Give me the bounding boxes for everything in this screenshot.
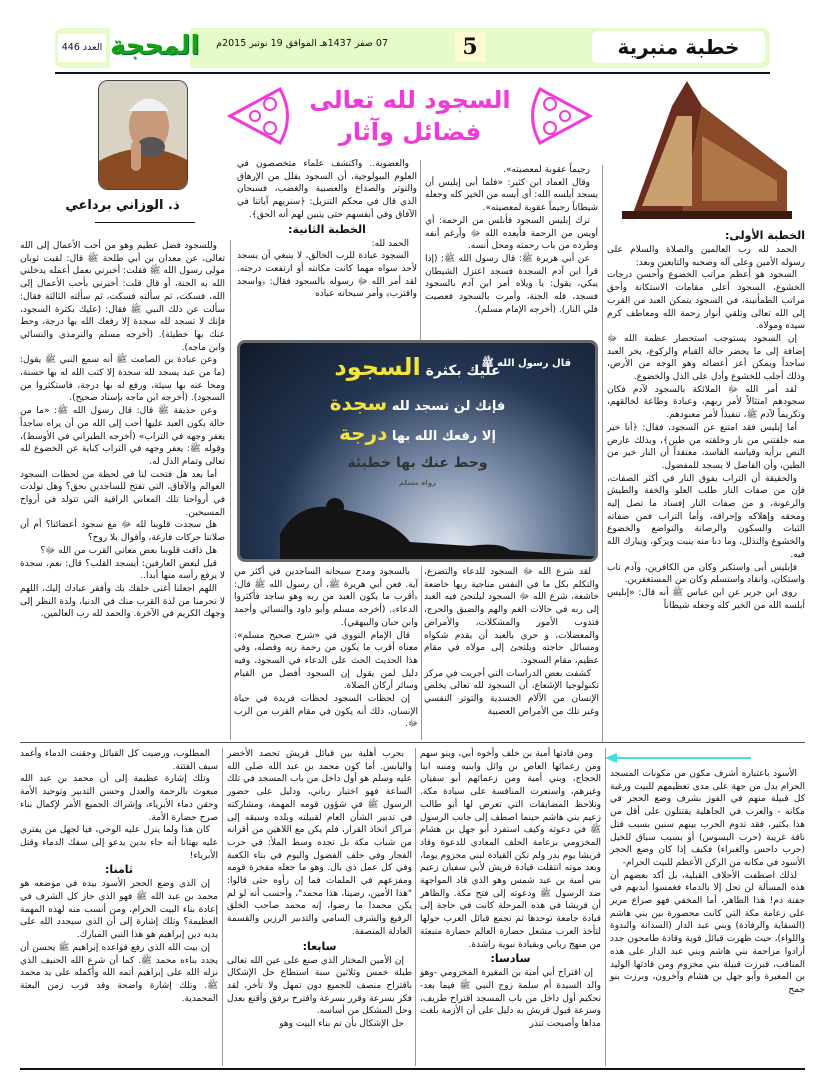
banner-prefix: قال رسول الله ﷺ	[481, 358, 571, 369]
bottom-column-4	[20, 748, 218, 1066]
paragraph: والعضوية.. واكتشف علماء متخصصون في العلوم البيولوجية، أن السجود يقلل من الإرهاق والتوتر والصداع والعصبية والغضب، فسبحان الذي قال في محكم التنزيل: ﴿سنريهم آياتنا في الآفاق وفي أنفسهم حتى يتبين لهم أنه الحق﴾.	[237, 159, 417, 220]
paragraph: السجود عبادة للرب الخالق، لا ينبغي أن يسجد لأحد سواه مهما كانت مكانته أو ارتفعت درجته. لقد أمر الله ﷻ رسوله بالسجود فقال: ﴿واسجد واقترب﴾ وأمر سبحانه عباده	[237, 251, 417, 300]
banner-text: فإنك لن تسجد لله	[391, 399, 506, 414]
column-2	[425, 164, 598, 338]
section-divider	[20, 742, 805, 743]
author-rule	[95, 222, 195, 223]
column-divider	[421, 566, 422, 740]
author-name: ذ. الوزاني برداعي	[65, 198, 180, 213]
paragraph: إن اقتراح أبي أمية بن المغيرة المخزومي -وهو والد السيدة أم سلمة زوج النبي ﷺ فيما بعد- تحكيم أول داخل من باب المسجد اقتراح طريف، وسرعة قبول قريش به دليل على أن الأزمة بلغت مداها وأصبحت تنذر	[420, 968, 601, 1030]
issue-number: العدد 446	[58, 34, 106, 62]
section-heading: سادسا:	[490, 952, 531, 966]
paragraph: حل الإشكال بأن تم بناء البيت وهو	[279, 1019, 404, 1030]
paragraph: لذلك اصطفت الأحلاف القبلية، بل أكد بعضهم أن هذه المسألة لن تحل إلا بالدماء فغمسوا أيديهم في جفنة دم! هذا الظاهر، أما المخفي فهو صراع مرير على زعامة مكة التي كانت محصورة بين بني هاشم (السقاية والرفادة) وبني عبد الدار (السدانة والندوة واللواء)، حيث ظهرت قبائل قوية وقادة طامحون جدد أرادوا مزاحمة بني هاشم وبني عبد الدار على هذه المناقب، فبرزت قبيلة بني مخزوم ومن قادتها الوليد بن المغيرة وأبو جهل بن هشام وآخرون، وبرزت بنو جمح	[610, 870, 805, 995]
column-divider	[230, 240, 231, 740]
section-heading: الخطبة الأولى:	[725, 229, 805, 242]
hadith-banner	[237, 340, 598, 562]
paragraph: أما إبليس فقد امتنع عن السجود، فقال: ﴿أنا خير منه خلقتني من نار وخلقته من طين﴾، وبذلك عارض النص برأيه وقياسه الفاسد، معتقداً أن النار خير من الطين، وأن الفاضل لا يسجد للمفضول.	[607, 422, 805, 471]
paragraph: كشفت بعض الدراسات التي أجريت في مركز تكنولوجيا الإشعاع، أن السجود لله تعالى يخلص الإنسان من الآلام الجسدية والتوتر النفسي وغير تلك من الأمراض العصبية	[424, 668, 599, 717]
banner-text: وحط عنك بها خطيئة	[347, 455, 488, 471]
paragraph: رجيماً عقوبة لمعصيته».	[503, 165, 590, 175]
author-photo	[98, 80, 188, 190]
paragraph: هل ذاقت قلوبنا بعض معاني القرب من الله ﷻ؟	[40, 545, 217, 556]
column-divider	[415, 748, 416, 1066]
paragraph: لقد أمر الله ﷻ الملائكة بالسجود لآدم فكان سجودهم امتثالاً لأمر ربهم، وعبادة وطاعة لخالقهم، وتكريماً لآدم ﷺ، تنفيذاً لأمر معبودهم.	[607, 384, 805, 421]
paragraph: وقال العماد ابن كثير: «فلما أبى إبليس أن يسجد أبلسه الله: أي أيسه من الخير كله وجعله شيطاناً رجيماً عقوبة لمعصيته».	[425, 177, 598, 214]
column-3-lower	[234, 566, 418, 740]
banner-text: إلا رفعك الله بها	[391, 429, 496, 444]
paragraph: بحرب أهلية بين قبائل قريش تحصد الأخضر واليابس. أما كون محمد بن عبد الله صلى الله عليه وسلم هو أول داخل من باب المسجد في تلك الساعة فهو اختيار رباني، ودليل على حضور الرسول ﷺ في شؤون قومه المهمة، ومشاركته في تدبير الشأن العام لقبيلته وبلده وسبقه إلى مراكز اتخاذ القرار، فلم يكن مع اللاهين من أقرانه من شباب مكة بل تجده وسط الملأ: في حرب الفجار وفي حلف الفضول واليوم في بناء الكعبة وفي كل عمل ذي بال. وهو ما جعله مفخرة قومه ومفزعهم في الملمات فما إن رأوه حتى قالوا: "هذا الأمين، رضينا، هذا محمد"، وأحسب أنه لو لم يكن محمدا ما رضوا، إنه محمد صاحب الخلق الرفيع والشرف السامي والتدبير الرزين والقسمة العادلة المنصفة.	[227, 749, 412, 937]
column-4	[20, 240, 225, 740]
issue-date: 07 صفر 1437هـ الموافق 19 نونبر 2015م	[216, 38, 388, 49]
paragraph: المطلوب، ورضيت كل القبائل وحقنت الدماء وأغمد سيف الفتنة.	[20, 749, 218, 772]
banner-highlight: السجود	[334, 353, 421, 381]
arrow-left-icon	[605, 752, 755, 764]
paragraph: وللسجود فضل عظيم وهو من أحب الأعمال إلى الله تعالى، عن معدان بن أبي طلحة ﷺ قال: لقيت ثوبان مولى رسول الله ﷺ فقلت: أخبرني بعمل أعمله يدخلني الله به الجنة، أو قال قلت: أخبرني بأحب الأعمال إلى الله، فسكت، ثم سألته فسكت، ثم سألته الثالثة فقال: سألت عن ذلك النبي ﷺ فقال: (عليك بكثرة السجود، فإنك لا تسجد لله سجدة إلا رفعك الله بها درجة، وحط عنك بها خطيئة). (أخرجه مسلم والترمذي والنسائي وابن ماجه).	[20, 241, 225, 353]
header-rule	[55, 72, 770, 74]
footer-rule	[20, 1068, 805, 1070]
paragraph: اللهم اجعلنا أغنى خلقك بك وأفقر عبادك إليك، اللهم لا تحرمنا من لذة القرب منك في الدنيا، ولذة النظر إلى وجهك الكريم في الآخرة. والحمد لله رب العالمين.	[20, 583, 225, 620]
paragraph: الأسود باعتباره أشرف مكون من مكونات المسجد الحرام يدل من جهة على مدى تعظيمهم للبيت ورغبة كل قبيلة منهم في الفوز بشرف وضع الحجر في مكانه - والعرب في الجاهلية يقتتلون على أقل من هذا بكثير، فقد تدوم الحرب بينهم سنين بسبب قتل ناقة غريبة (حرب البسوس) أو بسبب سباق للخيل (حرب داحس والغبراء) فكيف إذا كان وضع الحجر الأسود في مكانه من الركن الأعظم للبيت الحرام-	[610, 769, 805, 868]
column-divider	[420, 160, 421, 340]
bottom-column-3	[227, 748, 412, 1066]
paragraph: وتلك إشارة عظيمة إلى أن محمد بن عبد الله مبعوث بالرحمة والعدل وحسن التدبير وتوحيد الأمة وحقن دماء الأبرياء، وإشراك الجميع الأمر لإكمال بناء صرح حضارة الأمة.	[20, 774, 218, 823]
paragraph: ومن قادتها أمية بن خلف وأخوه أبي، وبنو سهم ومن زعمائها العاص بن وائل وابنيه ومنبه ابنا الحجاج، وبني أمية ومن زعمائهم أبو سفيان وغيرهم، واستعرت المنافسة على سيادة مكة. ونلاحظ المضايقات التي تعرض لها أبو طالب زعيم بني هاشم حينما اصطف إلى جانب الرسول ﷺ في دعوته وكيف استفرد أبو جهل بن هشام المخزومي بزعامة الحلف المعادي للدعوة وقاد قريشا يوم بدر ولم تكن القيادة لبني مخزوم يوما، وبعد موته انتقلت قيادة قريش لأبي سفيان زعيم بني أمية بن عبد شمس وهو الذي قاد المواجهة ضد الرسول ﷺ ودعوته إلى فتح مكة. والظاهر أن قريشا في هذه المرحلة كانت في حاجة إلى قيادة جامعة توحدها ثم تجمع قبائل العرب حولها لتأخذ العرب مشعل حضارة العالم حضارة منبعثة من منهج رباني وبقيادة نبوية راشدة.	[420, 749, 601, 950]
column-divider	[222, 748, 223, 1066]
paragraph: ترك إبليس السجود فأبلس من الرحمة: أي أويس من الرحمة فأبعده الله ﷻ وأرغم أنفه وطرده من باب رحمته ومحل أنسه.	[425, 215, 598, 252]
column-1	[607, 228, 805, 736]
paragraph: إن لحظات السجود لحظات فريدة في حياة الإنسان، ذلك أنه يكون في مقام القرب من الرب ﷻ.	[234, 694, 418, 730]
paragraph: فإبليس أبى واستكبر وكان من الكافرين، وآدم تاب واستكان، وانقاد واستسلم وكان من المستغفرين.	[607, 562, 805, 586]
paragraph: إن الذي وضع الحجر الأسود بيده في موضعه هو محمد بن عبد الله ﷺ فهو الذي حاز كل الشرف في إعادة بناء البيت الحرام، ومن أنسب منه لهذه المهمة العظيمة؟ وتلك إشارة إلى أن الذي سيجدد الله على يديه دين إبراهيم هو هذا النبي المبارك.	[20, 879, 218, 941]
paragraph: وعن عبادة بن الصامت ﷺ أنه سمع النبي ﷺ يقول: (ما من عبد يسجد لله سجدة إلا كتب الله له بها حسنة، ومحا عنه بها سيئة، ورفع له بها درجة، فاستكثروا من السجود). (أخرجه ابن ماجه بإسناد صحيح).	[20, 355, 225, 404]
paragraph: إن بيت الله الذي رفع قواعده إبراهيم ﷺ يحسن أن يجدد بناءه محمد ﷺ. كما أن شرع الله الحنيف الذي نزله الله على إبراهيم أتمه الله وأكمله على يد محمد ﷺ. وتلك إشارة واضحة وقد قرب زمن البعثة المحمدية.	[20, 942, 218, 1004]
paragraph: والحقيقة أن التراب يفوق النار في أكثر الصفات، فإن من صفات النار طلب العلو والخفة والطيش والرعونة، و من صفات النار إفساد ما تصل إليه ومحقه وإهلاكه وإحراقه، وأما التراب فمن صفاته الثبات والسكون والرصانة والتواضع والخضوع والخشوع والتذلل، وما دنا منه ينبت ويزكو، ويبارك الله فيه.	[607, 473, 805, 560]
paragraph: الحمد لله:	[371, 238, 409, 249]
paragraph: وعن حذيفة ﷺ قال: قال رسول الله ﷺ: «ما من حالة يكون العبد عليها أحب إلى الله من أن يراه ساجداً يعفر وجهه في التراب» (أخرجه الطبراني في الأوسط)، وقوله ﷺ: يعفر وجهه في التراب كناية عن الخضوع لله تعالى وتمام الذل له.	[20, 406, 225, 467]
paragraph: الحمد لله رب العالمين والصلاة والسلام على رسوله الأمين وعلى آله وصحبه والتابعين وبعد:	[607, 245, 805, 268]
section-label: خطبة منبرية	[592, 31, 765, 63]
prostrating-silhouette	[240, 484, 598, 559]
paragraph: قال الإمام النووي في «شرح صحيح مسلم»: معناه أقرب ما يكون من رحمة ربه وفضله، وفي هذا الحديث الحث على الدعاء في السجود، وفيه دليل لمن يقول إن السجود أفضل من القيام وسائر أركان الصلاة.	[234, 630, 418, 692]
arabesque-ornament-right	[525, 84, 595, 148]
column-2-lower	[424, 566, 599, 740]
column-divider	[602, 165, 603, 742]
title-line-1: السجود لله تعالى	[309, 86, 511, 114]
banner-highlight: درجة	[339, 421, 388, 445]
paragraph: كان هذا ولما ينزل عليه الوحي، فيا لجهل من يفتري عليه بهتانا أنه جاء بدين يدعو إلى سفك الدماء وقتل الأبرياء!	[20, 825, 218, 861]
column-3	[237, 158, 417, 338]
paragraph: بالسجود ومدح سبحانه الساجدين في أكثر من آية. فعن أبي هريرة ﷺ، أن رسول الله ﷺ قال: ﴿أقرب ما يكون العبد من ربه وهو ساجد فأكثروا الدعاء﴾. (أخرجه مسلم وأبو داود والنسائي وأحمد وابن حبان والبيهقي).	[234, 567, 418, 628]
banner-source: رواه مسلم	[398, 479, 437, 487]
column-divider	[605, 748, 606, 1066]
paragraph: إن السجود يستوجب استحضار عظمة الله ﷻ إضافة إلى ما يحضر حالة القيام والركوع، يخر العبد ساجداً ويمكن أعز أعضائه وهو الوجه من الأرض، وذلك أجلب للخشوع وأدل على الذل والخضوع.	[607, 333, 805, 383]
paragraph: هل سجدت قلوبنا لله ﷻ مع سجود أعضائنا؟ أم أن صلاتنا حركات فارغة، وأقوال بلا روح؟	[20, 520, 225, 544]
paragraph: إن الأمين المختار الذي صنع على عين الله تعالى طيلة خمس وثلاثين سنة استطاع حل الإشكال باقتراح منصف للجميع دون تمهل ولا تأخر، لقد فكر بسرعة وقرر بسرعة واقترح برفق وأقنع بعدل وحل المشكل من أساسه.	[227, 955, 412, 1017]
bottom-column-1	[610, 768, 805, 1066]
article-title	[225, 80, 595, 152]
section-heading: سابعا:	[302, 939, 337, 953]
title-line-2: فضائل وآثار	[338, 118, 482, 146]
banner-text: عليك بكثرة	[425, 363, 501, 379]
page-number: 5	[455, 32, 485, 62]
bottom-column-2	[420, 748, 601, 1066]
paragraph: قيل لبعض العارفين: أيسجد القلب؟ قال: نعم، سجدة لا يرفع رأسه منها أبدا..	[20, 558, 225, 582]
newspaper-logo: المحجة	[110, 24, 190, 68]
section-heading: ثامنا:	[104, 863, 134, 877]
paragraph: عن أبي هريرة ﷺ: قال رسول الله ﷺ: (إذا قرأ ابن آدم السجدة فسجد اعتزل الشيطان يبكي، يقول: يا ويلاه أمر ابن آدم بالسجود فسجد، فله الجنة، وأمرت بالسجود فعصيت فلي النار). (أخرجه الإمام مسلم).	[425, 253, 598, 315]
paragraph: السجود هو أعظم مراتب الخضوع وأحسن درجات الخشوع، السجود أعلى مقامات الاستكانة وأحق مراتب الطمأنينة، في السجود يتمكن العبد من القرب إلى الله تعالى وتلقي أنوار رحمة الله ومعاطف كرم سيده ومولاه.	[607, 270, 805, 332]
paragraph: روى ابن جرير عن ابن عباس ﷺ أنه قال: «إبليس أبلسه الله من الخير كله وجعله شيطاناً	[607, 587, 805, 611]
paragraph: لقد شرع الله ﷻ السجود للدعاء والتضرع، والتكلم بكل ما في النفس مناجية ربها خاضعة خاشعة، شرع الله ﷻ السجود ليلتجئ فيه العبد إلى ربه في حالات الغم والهم والضيق والحرج، فتذوب الأمور والمشكلات، والأمراض والمعضلات، و حري بالعبد أن يقدم شكواه ومسائل حاجته ويلتجئ إلى مولاه في مقام عظيم، مقام السجود.	[424, 567, 599, 666]
banner-highlight: سجدة	[329, 391, 388, 415]
minbar-image	[612, 76, 802, 222]
paragraph: أما بعد هل فتحت لنا في لحظة من لحظات السجود العوالم والآفاق، التي تفتح للساجدين بحق؟ وهل تولدت في أرواحنا تلك المعاني الراقية التي تتولد في أرواح المسبحين.	[20, 469, 225, 518]
section-heading: الخطبة الثانية:	[288, 222, 366, 236]
